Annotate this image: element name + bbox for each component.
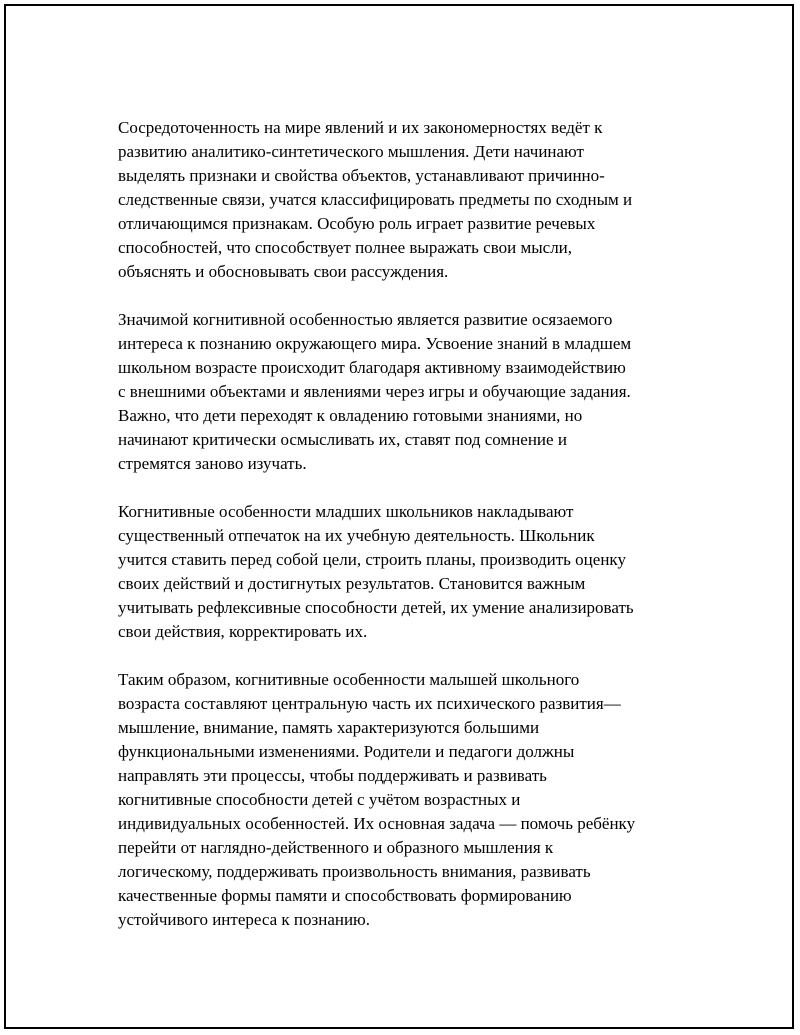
paragraph-3	[118, 500, 698, 644]
text-line: перейти от наглядно-действенного и образного мышления к	[118, 838, 554, 857]
text-line: следственные связи, учатся классифицировать предметы по сходным и	[118, 190, 633, 209]
text-line: объяснять и обосновывать свои рассуждения.	[118, 262, 449, 281]
text-line: свои действия, корректировать их.	[118, 622, 368, 641]
text-line: школьном возрасте происходит благодаря активному взаимодействию	[118, 358, 626, 377]
text-line: Сосредоточенность на мире явлений и их закономерностях ведёт к	[118, 118, 603, 137]
text-line: своих действий и достигнутых результатов. Становится важным	[118, 574, 586, 593]
text-line: логическому, поддерживать произвольность внимания, развивать	[118, 862, 591, 881]
text-line: интереса к познанию окружающего мира. Усвоение знаний в младшем	[118, 334, 632, 353]
text-line: отличающимся признакам. Особую роль играет развитие речевых	[118, 214, 596, 233]
text-line: функциональными изменениями. Родители и педагоги должны	[118, 742, 575, 761]
text-line: направлять эти процессы, чтобы поддерживать и развивать	[118, 766, 547, 785]
text-line: развитию аналитико-синтетического мышления. Дети начинают	[118, 142, 584, 161]
text-line: мышление, внимание, память характеризуются большими	[118, 718, 540, 737]
paragraph-4	[118, 668, 698, 932]
text-line: способностей, что способствует полнее выражать свои мысли,	[118, 238, 573, 257]
text-line: Важно, что дети переходят к овладению готовыми знаниями, но	[118, 406, 583, 425]
text-line: индивидуальных особенностей. Их основная задача — помочь ребёнку	[118, 814, 636, 833]
text-line: Когнитивные особенности младших школьников накладывают	[118, 502, 574, 521]
text-line: устойчивого интереса к познанию.	[118, 910, 371, 929]
text-line: Таким образом, когнитивные особенности малышей школьного	[118, 670, 580, 689]
text-line: Значимой когнитивной особенностью является развитие осязаемого	[118, 310, 613, 329]
text-line: когнитивные способности детей с учётом возрастных и	[118, 790, 521, 809]
text-line: возраста составляют центральную часть их психического развития—	[118, 694, 621, 713]
paragraph-2	[118, 308, 698, 476]
text-line: стремятся заново изучать.	[118, 454, 307, 473]
paragraph-1	[118, 116, 698, 284]
text-line: учитывать рефлексивные способности детей, их умение анализировать	[118, 598, 634, 617]
text-line: выделять признаки и свойства объектов, устанавливают причинно-	[118, 166, 605, 185]
text-line: существенный отпечаток на их учебную деятельность. Школьник	[118, 526, 595, 545]
text-line: начинают критически осмысливать их, ставят под сомнение и	[118, 430, 567, 449]
text-line: с внешними объектами и явлениями через игры и обучающие задания.	[118, 382, 631, 401]
text-line: учится ставить перед собой цели, строить планы, производить оценку	[118, 550, 626, 569]
text-line: качественные формы памяти и способствовать формированию	[118, 886, 572, 905]
document-body	[118, 116, 698, 956]
